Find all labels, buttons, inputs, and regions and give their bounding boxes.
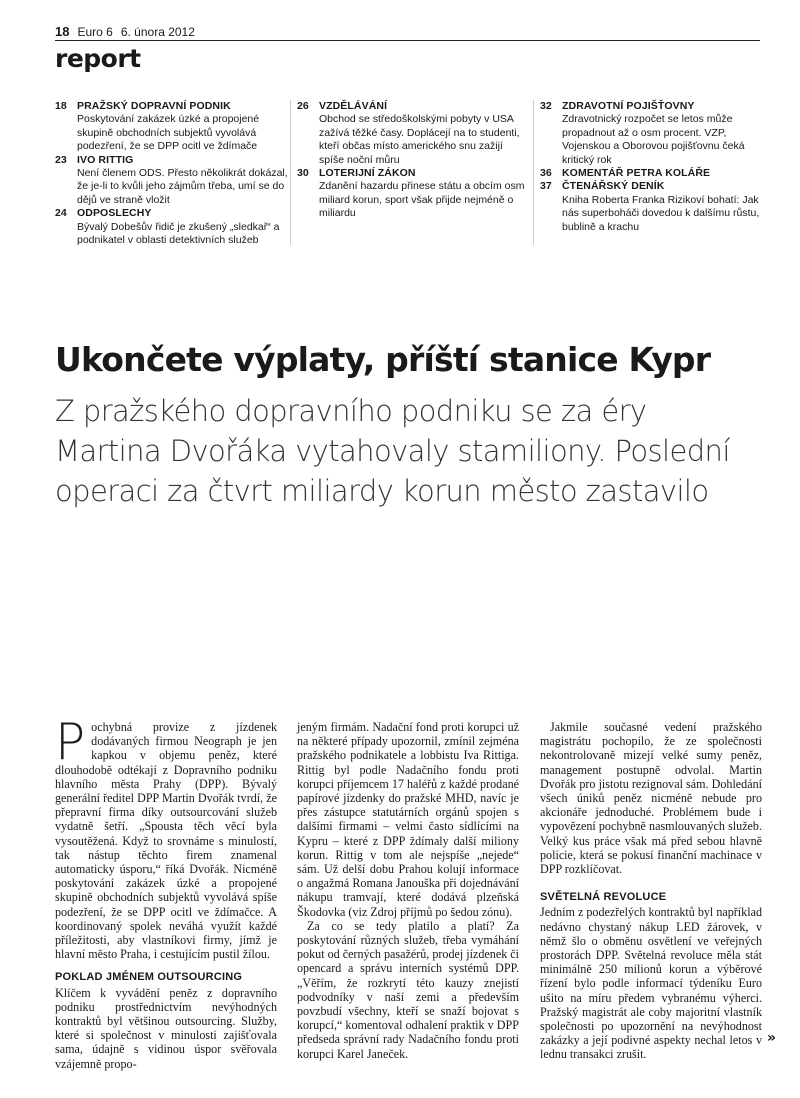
article-column-2	[297, 720, 519, 1061]
page-number: 18	[55, 24, 70, 39]
header-rule	[55, 40, 760, 41]
article-column-1	[55, 713, 277, 1071]
paragraph: Jakmile současné vedení pražského magistrátu pochopilo, že ze společnosti nekontrolovaně mizejí velké sumy peněz, management postupně odvolal. Martin Dvořák pro jistotu rezignoval sám. Dohledání všech úniků peněz nicméně nebude pro akcionáře jednoduché. Problémem bude i vypovězení pochybně nasmlouvaných služeb. Velký kus práce však má před sebou hlavně policie, která se pokusí finanční machinace v DPP rozklíčovat.	[540, 720, 762, 877]
index-page-number: 23	[55, 153, 67, 166]
index-entry[interactable]	[297, 167, 529, 221]
index-page-number: 18	[55, 100, 67, 112]
index-entry-title: ZDRAVOTNÍ POJIŠŤOVNY	[562, 100, 695, 112]
index-entry-title: ODPOSLECHY	[77, 207, 152, 220]
index-page-number: 32	[540, 100, 552, 112]
issue-date: 6. února 2012	[120, 25, 195, 39]
index-entry[interactable]	[297, 100, 529, 167]
paragraph: Za co se tedy platilo a platí? Za poskytování různých služeb, třeba vymáhání pokut od černých pasažérů, prodej jízdenek či opencard a správu interních systémů DPP. „Věřím, že rozkrytí této kauzy znejistí podvodníky v naší zemi a především povzbudí všechny, kteří se snaží bojovat s korupcí,“ komentoval odhalení praktik v DPP předseda správní rady Nadačního fondu proti korupci Karel Janeček.	[297, 918, 519, 1061]
index-column-1	[55, 100, 290, 247]
index-entry-summary: Poskytování zakázek úzké a propojené skupině obchodních subjektů vyvolává podezření, že se DPP ocitl ve ždímače	[77, 113, 260, 153]
index-entry-title: PRAŽSKÝ DOPRAVNÍ PODNIK	[77, 100, 231, 112]
index-entry[interactable]	[55, 100, 290, 154]
index-entry[interactable]	[55, 154, 290, 208]
index-entry[interactable]	[55, 207, 290, 247]
publication-name: Euro 6	[77, 25, 113, 39]
index-entry-summary: Není členem ODS. Přesto několikrát dokázal, že je-li to kvůli jeho zájmům třeba, umí se do dějů ve straně vložit	[77, 167, 288, 206]
paragraph: jeným firmám. Nadační fond proti korupci už na některé případy upozornil, zmínil zejména pražského podnikatele a lobbistu Iva Rittiga. Rittig byl podle Nadačního fondu proti korupci příjemcem 17 haléřů z každé prodané papírové jízdenky do pražské MHD, navíc je přes zástupce statutárních orgánů spojen s dalšími firmami – velmi často sídlícími na Kypru – které z DPP ždímaly další miliony korun. Rittig v tom ale nejspíše „nejede“ sám. Už delší dobu Prahou kolují informace o angažmá Romana Janouška při dojednávání nákupu tramvají, které dodává plzeňská Škodovka (viz Zdroj příjmů po šedou zónu).	[297, 720, 519, 919]
index-divider	[533, 100, 534, 245]
index-entry-title: ČTENÁŘSKÝ DENÍK	[562, 180, 665, 193]
drop-cap: P	[55, 713, 86, 771]
index-entry[interactable]	[540, 100, 768, 167]
index-page-number: 36	[540, 167, 552, 180]
index-entry-summary: Zdanění hazardu přinese státu a obcím osm miliard korun, sport však přijde nejméně o miliardu	[319, 180, 525, 220]
index-entry-title: LOTERIJNÍ ZÁKON	[319, 167, 416, 180]
article-headline: Ukončete výplaty, příští stanice Kypr	[55, 340, 711, 379]
index-page-number: 26	[297, 100, 309, 112]
index-page-number: 24	[55, 207, 67, 220]
index-entry-summary: Kniha Roberta Franka Rizikoví bohatí: Jak nás superboháči dovedou k dalšímu růstu, bublině a krachu	[562, 193, 760, 233]
index-entry[interactable]	[540, 167, 768, 180]
paragraph-text: ochybná provize z jízdenek dodávaných firmou Neograph je jen kapkou v objemu peněz, které dlouhodobě odtékají z Dopravního podniku hlavního města Prahy (DPP). Bývalý generální ředitel DPP Martin Dvořák tvrdí, že přepravní firma díky outsourcování služeb vydatně šetří. „Spousta těch věcí byla vysoutěžená. Když to srovnáme s minulostí, tak nástup těchto firem znamenal automaticky úsporu,“ říká Dvořák. Nicméně poskytování zakázek úzké a propojené skupině obchodních subjektů vyvolává spíše podezření, že se DPP ocitl ve ždímačce. A koordinovaný spolek neváhá využít každé příležitosti, aby vlastníkovi firmy, jímž je hlavní město Praha, i cestujícím pustil žílou.	[55, 720, 277, 962]
article-column-3	[540, 720, 762, 1062]
index-page-number: 30	[297, 167, 309, 180]
page-header	[55, 24, 760, 40]
section-title: report	[55, 44, 141, 73]
paragraph: Klíčem k vyvádění peněz z dopravního podniku prostřednictvím nevýhodných kontraktů byl většinou outsourcing. Služby, které si společnost v minulosti zajišťovala sama, údajně s vidinou úspor svěřovala vzájemně propo-	[55, 985, 277, 1071]
index-divider	[290, 100, 291, 245]
index-entry-summary: Obchod se středoškolskými pobyty v USA zažívá těžké časy. Doplácejí na to studenti, kteří občas místo amerického snu zažijí spíše noční můru	[319, 113, 520, 166]
index-entry-summary: Zdravotnický rozpočet se letos může propadnout až o osm procent. VZP, Vojenskou a Oborovou pojišťovnu čeká kritický rok	[562, 113, 745, 166]
paragraph: Jedním z podezřelých kontraktů byl například nedávno chystaný nákup LED žárovek, v němž šlo o obměnu osvětlení ve veřejných prostorách DPP. Světelná revoluce měla stát minimálně 250 milionů korun a výběrové řízení bylo podle informací týdeníku Euro ušito na míru předem vybranému výherci. Pražský magistrát ale coby majoritní vlastník společnosti po upozornění na nevýhodnost zakázky a její podivné aspekty nechal letos v lednu transakci zrušit.	[540, 905, 762, 1062]
article-deck: Z pražského dopravního podniku se za éry Martina Dvořáka vytahovaly stamiliony. Poslední operaci za čtvrt miliardy korun město zastavilo	[55, 394, 730, 508]
continue-arrow-icon: »	[766, 1030, 776, 1046]
index-entry-title: IVO RITTIG	[77, 153, 134, 166]
paragraph	[55, 713, 277, 962]
index-column-2	[297, 100, 529, 221]
subheading: POKLAD JMÉNEM OUTSOURCING	[55, 971, 243, 984]
index-page-number: 37	[540, 180, 552, 193]
index-entry-title: KOMENTÁŘ PETRA KOLÁŘE	[562, 167, 711, 180]
index-entry-summary: Bývalý Dobešův řidič je zkušený „sledkař“ a podnikatel v oblasti detektivních služeb	[77, 220, 280, 247]
index-column-3	[540, 100, 768, 234]
index-entry-title: VZDĚLÁVÁNÍ	[319, 100, 388, 112]
index-entry[interactable]	[540, 180, 768, 234]
subheading: SVĚTELNÁ REVOLUCE	[540, 891, 667, 904]
